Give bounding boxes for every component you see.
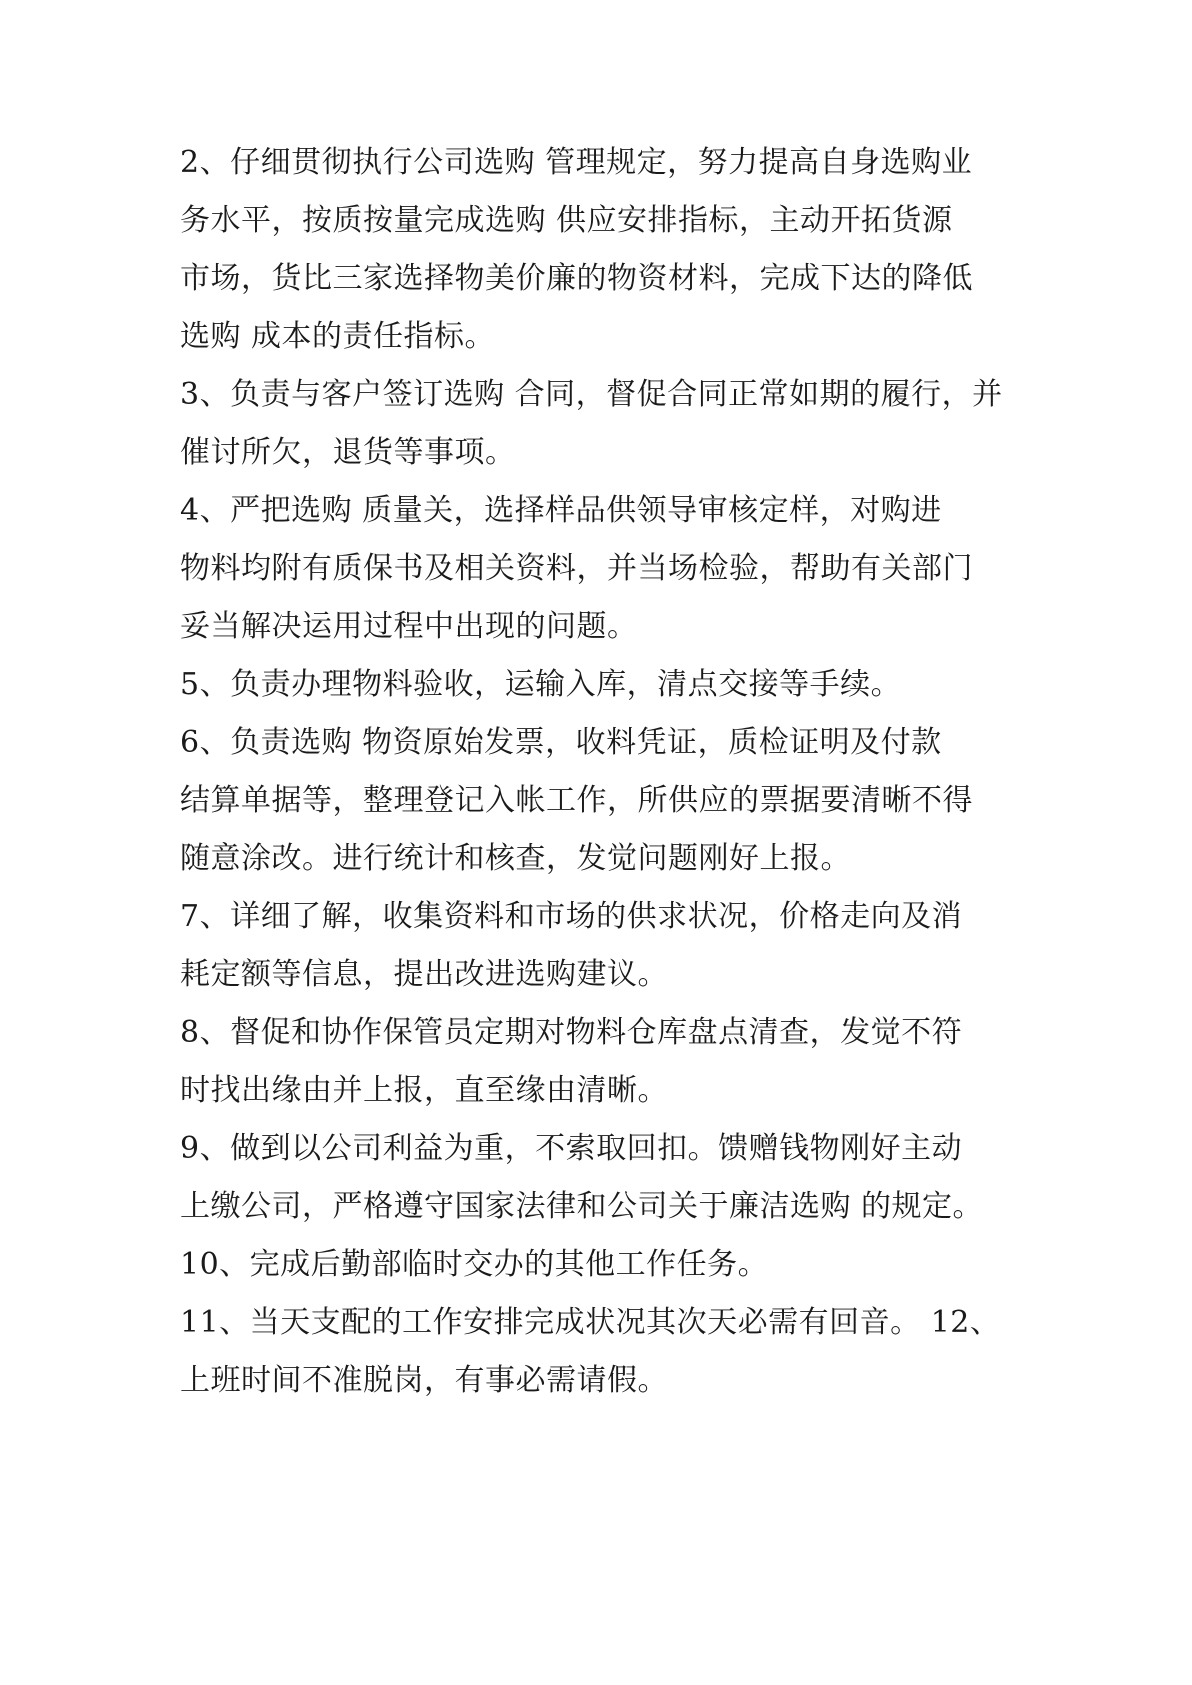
text-line: 妥当解决运用过程中出现的问题。 [180,609,638,644]
text-line: 市场，货比三家选择物美价廉的物资材料，完成下达的降低 [180,261,973,296]
text-line: 务水平，按质按量完成选购 供应安排指标，主动开拓货源 [180,203,953,238]
text-line: 催讨所欠，退货等事项。 [180,435,516,470]
text-line: 11、当天支配的工作安排完成状况其次天必需有回音。 12、 [180,1305,1001,1340]
text-line: 选购 成本的责任指标。 [180,319,496,354]
text-line: 4、严把选购 质量关，选择样品供领导审核定样，对购进 [180,493,942,528]
text-line: 时找出缘由并上报，直至缘由清晰。 [180,1073,668,1108]
text-line: 物料均附有质保书及相关资料，并当场检验，帮助有关部门 [180,551,973,586]
text-line: 上班时间不准脱岗，有事必需请假。 [180,1363,668,1398]
text-line: 9、做到以公司利益为重，不索取回扣。馈赠钱物刚好主动 [180,1131,963,1166]
text-line: 7、详细了解，收集资料和市场的供求状况，价格走向及消 [180,899,963,934]
text-line: 2、仔细贯彻执行公司选购 管理规定，努力提高自身选购业 [180,145,973,180]
text-line: 上缴公司，严格遵守国家法律和公司关于廉洁选购 的规定。 [180,1189,984,1224]
text-line: 结算单据等，整理登记入帐工作，所供应的票据要清晰不得 [180,783,973,818]
text-line: 3、负责与客户签订选购 合同，督促合同正常如期的履行，并 [180,377,1003,412]
text-line: 耗定额等信息，提出改进选购建议。 [180,957,668,992]
text-line: 6、负责选购 物资原始发票，收料凭证，质检证明及付款 [180,725,942,760]
document-body [180,134,1080,1410]
text-line: 5、负责办理物料验收，运输入库，清点交接等手续。 [180,667,902,702]
text-line: 8、督促和协作保管员定期对物料仓库盘点清查，发觉不符 [180,1015,963,1050]
text-line: 10、完成后勤部临时交办的其他工作任务。 [180,1247,769,1282]
text-line: 随意涂改。进行统计和核查，发觉问题刚好上报。 [180,841,851,876]
